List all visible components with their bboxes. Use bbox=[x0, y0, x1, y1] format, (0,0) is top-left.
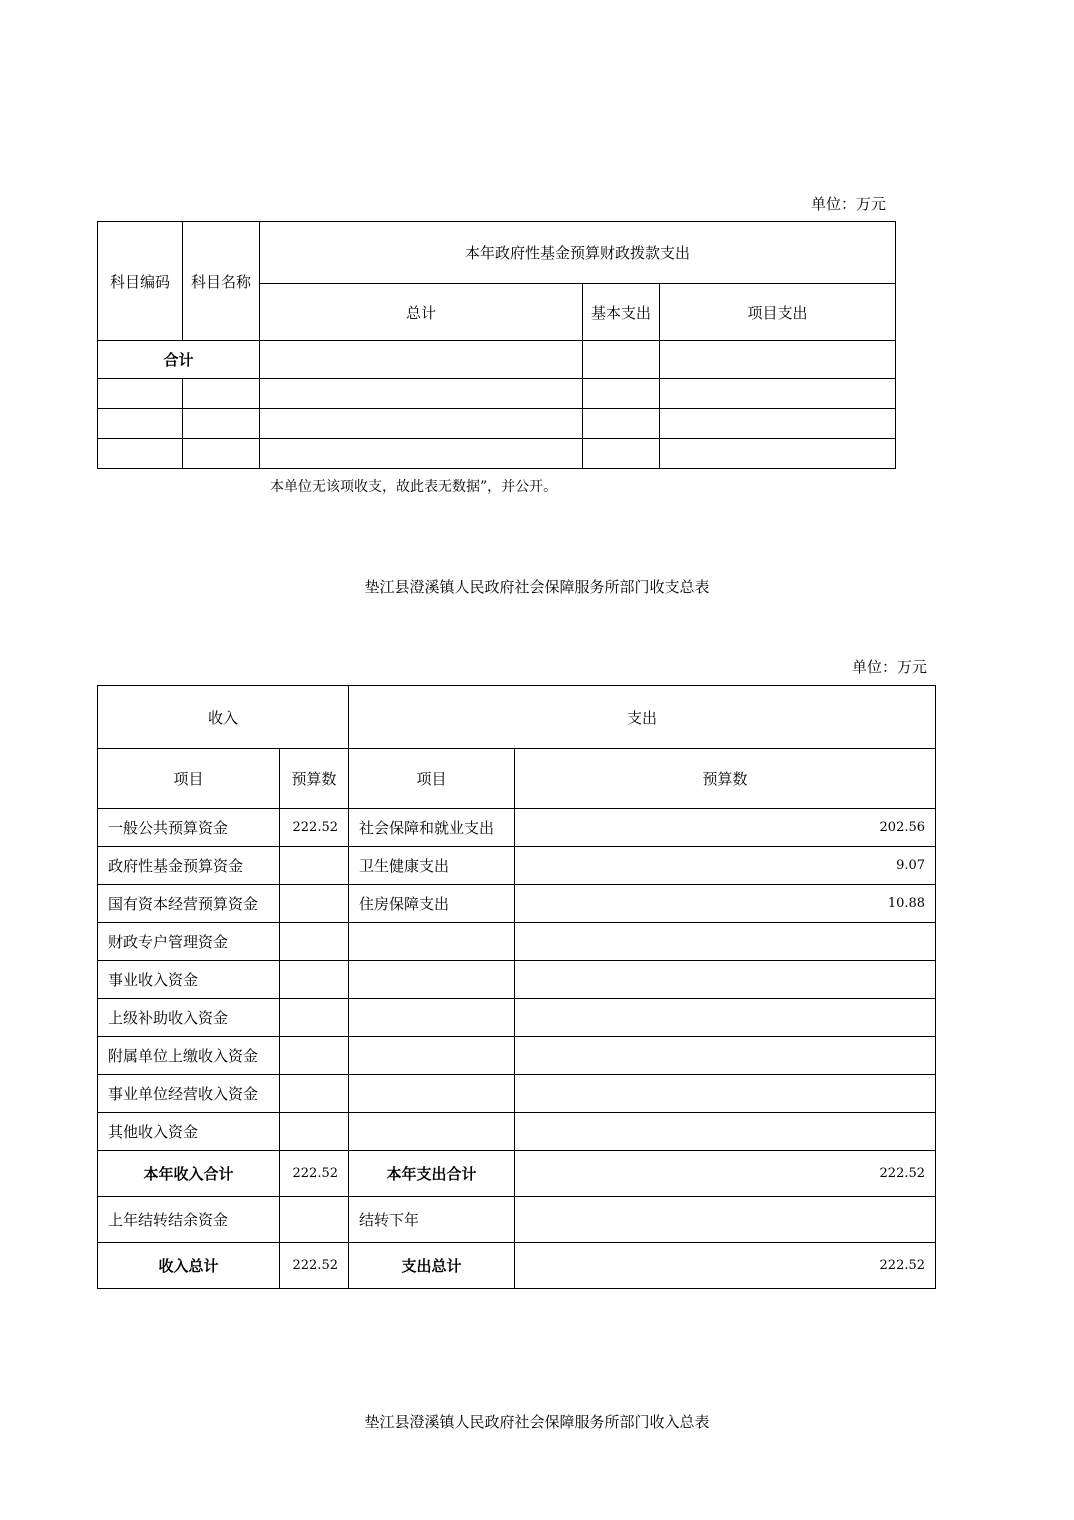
income-expense-summary-title: 垫江县澄溪镇人民政府社会保障服务所部门收支总表 bbox=[364, 578, 710, 596]
sum-label: 合计 bbox=[98, 341, 260, 379]
table-row bbox=[98, 1075, 936, 1113]
expense-item: 卫生健康支出 bbox=[349, 847, 515, 885]
expense-amount bbox=[515, 1037, 936, 1075]
table-row bbox=[98, 961, 936, 999]
header-subject-code: 科目编码 bbox=[98, 222, 183, 341]
income-amount: 222.52 bbox=[280, 809, 349, 847]
table-row bbox=[98, 809, 936, 847]
table-row bbox=[98, 847, 936, 885]
expense-amount bbox=[515, 923, 936, 961]
table-row bbox=[98, 409, 896, 439]
header-expense-budget: 预算数 bbox=[515, 749, 936, 809]
carry-to-next-year-label: 结转下年 bbox=[349, 1197, 515, 1243]
header-basic-expense: 基本支出 bbox=[583, 284, 660, 341]
expense-amount: 9.07 bbox=[515, 847, 936, 885]
table-row bbox=[98, 439, 896, 469]
expense-item bbox=[349, 961, 515, 999]
expense-amount: 202.56 bbox=[515, 809, 936, 847]
sum-project-cell bbox=[660, 341, 896, 379]
sum-basic-cell bbox=[583, 341, 660, 379]
income-amount bbox=[280, 1037, 349, 1075]
income-item: 政府性基金预算资金 bbox=[98, 847, 280, 885]
header-expense-item: 项目 bbox=[349, 749, 515, 809]
header-gov-fund-expense: 本年政府性基金预算财政拨款支出 bbox=[260, 222, 896, 284]
income-item: 国有资本经营预算资金 bbox=[98, 885, 280, 923]
income-item: 附属单位上缴收入资金 bbox=[98, 1037, 280, 1075]
expense-amount bbox=[515, 1113, 936, 1151]
income-summary-title: 垫江县澄溪镇人民政府社会保障服务所部门收入总表 bbox=[364, 1413, 710, 1431]
expense-item bbox=[349, 1037, 515, 1075]
expense-grand-total-label: 支出总计 bbox=[349, 1243, 515, 1289]
income-expense-summary-table bbox=[97, 685, 936, 1289]
year-income-total-amount: 222.52 bbox=[280, 1151, 349, 1197]
year-expense-total-amount: 222.52 bbox=[515, 1151, 936, 1197]
income-amount bbox=[280, 1113, 349, 1151]
table-row bbox=[98, 1037, 936, 1075]
carry-to-next-year-amount bbox=[515, 1197, 936, 1243]
table-row bbox=[98, 379, 896, 409]
expense-amount: 10.88 bbox=[515, 885, 936, 923]
header-expense: 支出 bbox=[349, 686, 936, 749]
prior-year-carryover-label: 上年结转结余资金 bbox=[98, 1197, 280, 1243]
expense-item bbox=[349, 923, 515, 961]
income-amount bbox=[280, 847, 349, 885]
income-amount bbox=[280, 961, 349, 999]
expense-item bbox=[349, 999, 515, 1037]
expense-amount bbox=[515, 999, 936, 1037]
header-income-item: 项目 bbox=[98, 749, 280, 809]
expense-amount bbox=[515, 1075, 936, 1113]
expense-grand-total-amount: 222.52 bbox=[515, 1243, 936, 1289]
income-item: 其他收入资金 bbox=[98, 1113, 280, 1151]
income-amount bbox=[280, 999, 349, 1037]
income-amount bbox=[280, 1075, 349, 1113]
year-expense-total-label: 本年支出合计 bbox=[349, 1151, 515, 1197]
header-project-expense: 项目支出 bbox=[660, 284, 896, 341]
unit-label-2: 单位：万元 bbox=[852, 658, 928, 676]
carry-over-row bbox=[98, 1197, 936, 1243]
year-total-row bbox=[98, 1151, 936, 1197]
header-subject-name: 科目名称 bbox=[183, 222, 260, 341]
year-income-total-label: 本年收入合计 bbox=[98, 1151, 280, 1197]
income-amount bbox=[280, 885, 349, 923]
income-grand-total-label: 收入总计 bbox=[98, 1243, 280, 1289]
expense-item bbox=[349, 1075, 515, 1113]
table-row bbox=[98, 885, 936, 923]
income-amount bbox=[280, 923, 349, 961]
prior-year-carryover-amount bbox=[280, 1197, 349, 1243]
income-item: 事业收入资金 bbox=[98, 961, 280, 999]
income-item: 事业单位经营收入资金 bbox=[98, 1075, 280, 1113]
expense-amount bbox=[515, 961, 936, 999]
expense-item: 住房保障支出 bbox=[349, 885, 515, 923]
expense-item: 社会保障和就业支出 bbox=[349, 809, 515, 847]
income-item: 财政专户管理资金 bbox=[98, 923, 280, 961]
expense-item bbox=[349, 1113, 515, 1151]
table-row bbox=[98, 999, 936, 1037]
header-income: 收入 bbox=[98, 686, 349, 749]
header-total: 总计 bbox=[260, 284, 583, 341]
table-row bbox=[98, 1113, 936, 1151]
grand-total-row bbox=[98, 1243, 936, 1289]
income-item: 一般公共预算资金 bbox=[98, 809, 280, 847]
sum-total-cell bbox=[260, 341, 583, 379]
income-item: 上级补助收入资金 bbox=[98, 999, 280, 1037]
no-data-note: 本单位无该项收支，故此表无数据”，并公开。 bbox=[270, 479, 558, 495]
unit-label-1: 单位：万元 bbox=[811, 195, 887, 213]
gov-fund-budget-table bbox=[97, 221, 896, 469]
header-income-budget: 预算数 bbox=[280, 749, 349, 809]
income-grand-total-amount: 222.52 bbox=[280, 1243, 349, 1289]
table-row bbox=[98, 923, 936, 961]
